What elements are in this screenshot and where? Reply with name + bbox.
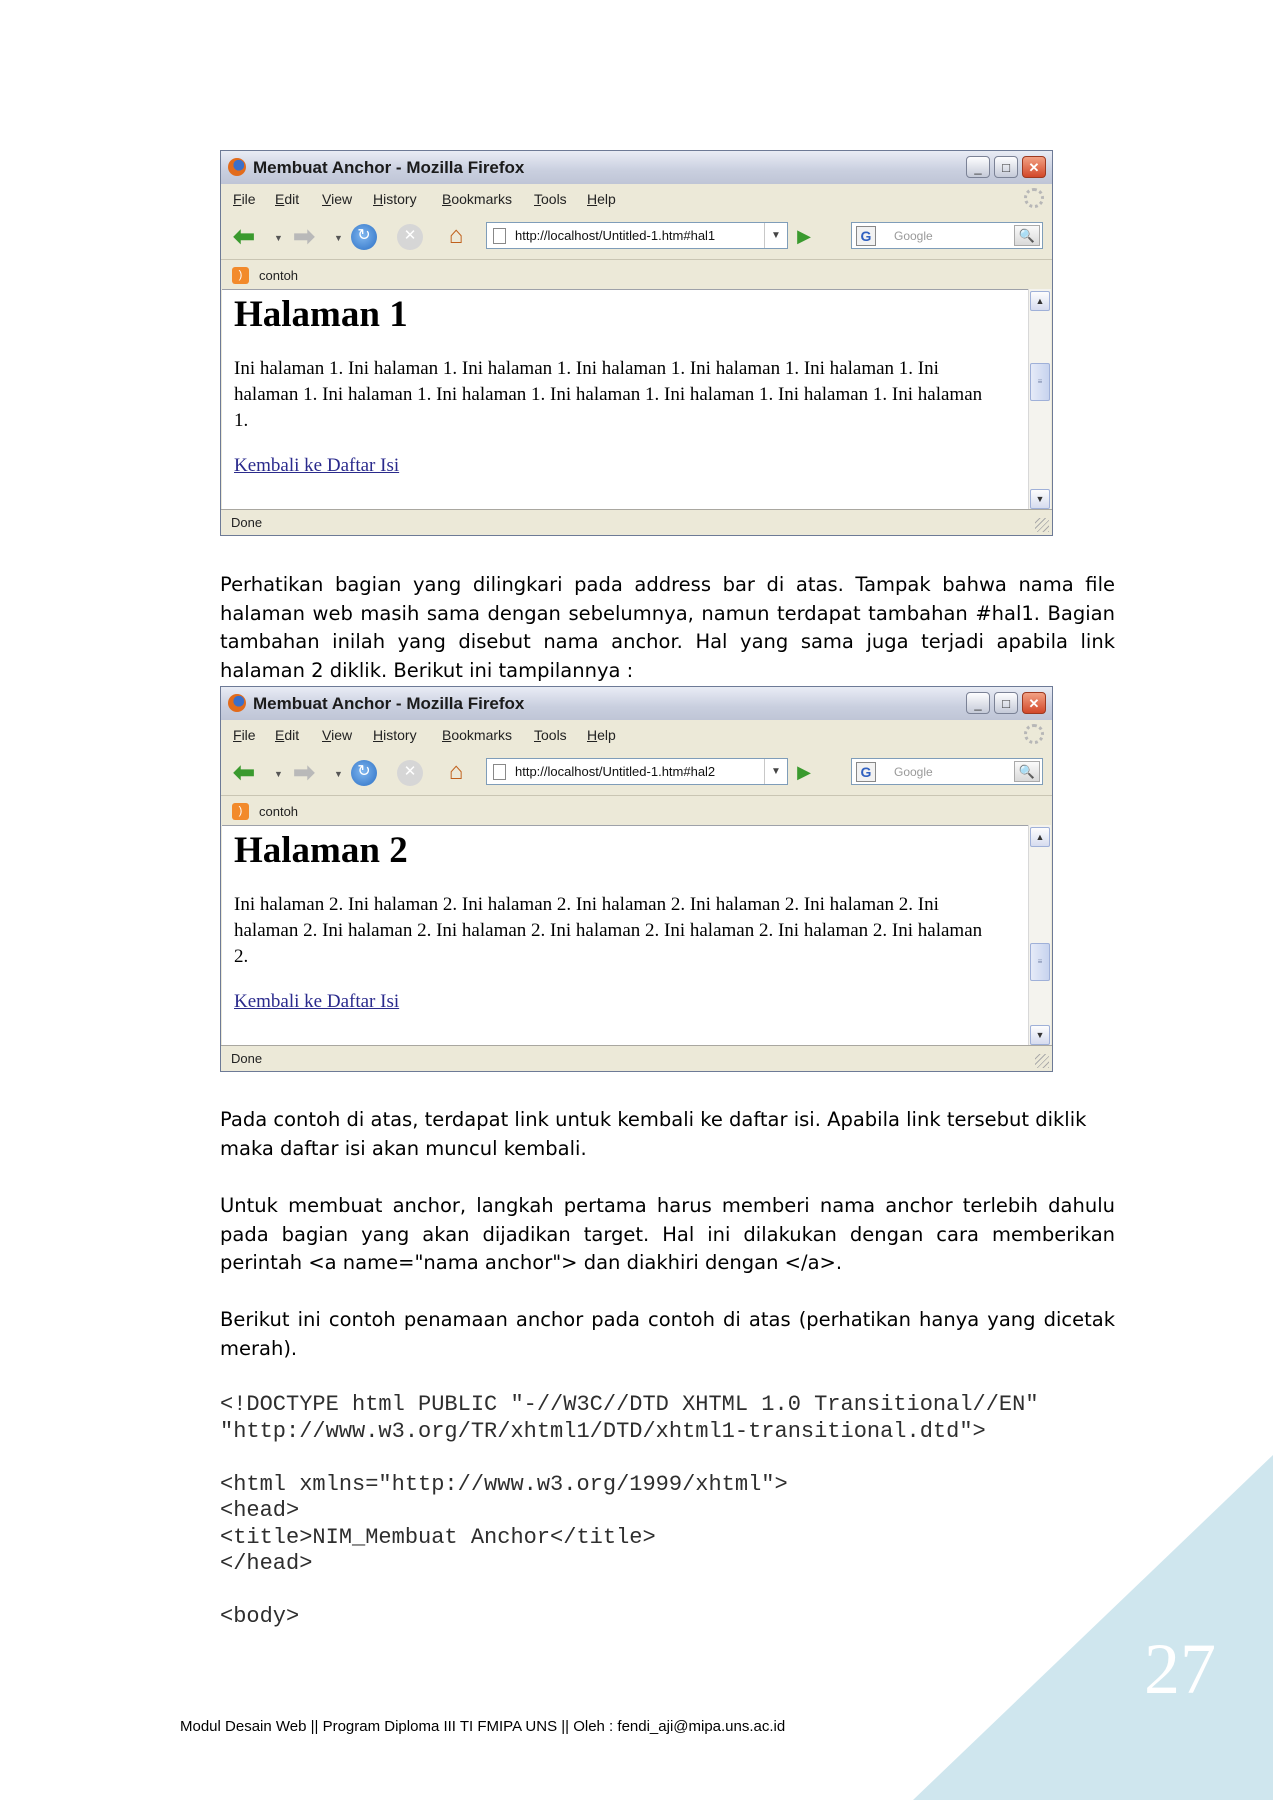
reload-icon[interactable]: ↻ — [351, 224, 377, 250]
page-icon — [493, 764, 506, 780]
paragraph-4 — [220, 1306, 1115, 1363]
body-line: Ini halaman 2. Ini halaman 2. Ini halaman 2. Ini halaman 2. Ini halaman 2. Ini halaman 2. Ini — [234, 894, 939, 915]
url-text: http://localhost/Untitled-1.htm#hal2 — [515, 764, 716, 779]
paragraph-line: Perhatikan bagian yang dilingkari pada address bar di atas. Tampak bahwa nama file — [220, 573, 1115, 596]
paragraph-line: Untuk membuat anchor, langkah pertama harus memberi nama anchor terlebih dahulu — [220, 1194, 1115, 1217]
forward-dropdown-icon[interactable]: ▼ — [334, 769, 343, 779]
code-line — [220, 1578, 1039, 1605]
address-bar[interactable] — [486, 222, 788, 249]
throbber-icon — [1024, 724, 1044, 744]
bookmark-item[interactable]: contoh — [259, 268, 299, 283]
page-content — [222, 289, 1028, 512]
code-line: <!DOCTYPE html PUBLIC "-//W3C//DTD XHTML 1.0 Transitional//EN" — [220, 1392, 1039, 1417]
body-line: 1. — [234, 410, 249, 431]
paragraph-line: Pada contoh di atas, terdapat link untuk kembali ke daftar isi. Apabila link tersebut diklik — [220, 1108, 1087, 1131]
resize-grip-icon[interactable] — [1035, 1054, 1049, 1068]
paragraph-1 — [220, 571, 1115, 685]
forward-dropdown-icon[interactable]: ▼ — [334, 233, 343, 243]
bookmark-item[interactable]: contoh — [259, 804, 299, 819]
maximize-button[interactable]: □ — [994, 692, 1018, 714]
bookmarks-toolbar — [221, 259, 1052, 290]
menu-view[interactable]: View — [322, 191, 353, 207]
resize-grip-icon[interactable] — [1035, 518, 1049, 532]
status-text: Done — [231, 515, 263, 530]
page-icon — [493, 228, 506, 244]
menu-bookmarks[interactable]: Bookmarks — [442, 727, 513, 743]
maximize-button[interactable]: □ — [994, 156, 1018, 178]
paragraph-line: merah). — [220, 1336, 298, 1360]
menu-edit[interactable]: Edit — [275, 727, 300, 743]
scroll-thumb[interactable]: ≡ — [1030, 943, 1050, 981]
close-button[interactable]: ✕ — [1022, 156, 1046, 178]
paragraph-line: Berikut ini contoh penamaan anchor pada contoh di atas (perhatikan hanya yang dicetak — [220, 1308, 1115, 1331]
menu-bookmarks[interactable]: Bookmarks — [442, 191, 513, 207]
back-dropdown-icon[interactable]: ▼ — [274, 233, 283, 243]
code-line: <body> — [220, 1604, 300, 1629]
paragraph-line: halaman 2 diklik. Berikut ini tampilannya : — [220, 658, 634, 682]
back-arrow-icon[interactable]: ⬅ — [233, 757, 255, 787]
body-line: halaman 1. Ini halaman 1. Ini halaman 1. Ini halaman 1. Ini halaman 1. Ini halaman 1. Ini halaman — [234, 384, 983, 405]
footer-text: Modul Desain Web || Program Diploma III TI FMIPA UNS || Oleh : fendi_aji@mipa.uns.ac.id — [180, 1718, 786, 1735]
magnifier-icon[interactable]: 🔍 — [1014, 225, 1040, 246]
paragraph-line: tambahan inilah yang disebut nama anchor. Hal yang sama juga terjadi apabila link — [220, 630, 1115, 654]
back-dropdown-icon[interactable]: ▼ — [274, 769, 283, 779]
google-engine-icon[interactable]: G — [856, 226, 876, 246]
rss-feed-icon: ) — [232, 267, 249, 284]
page-heading: Halaman 2 — [234, 830, 408, 871]
go-arrow-icon[interactable]: ▶ — [797, 762, 811, 782]
go-arrow-icon[interactable]: ▶ — [797, 226, 811, 246]
code-line: <head> — [220, 1498, 300, 1523]
minimize-button[interactable]: _ — [966, 692, 990, 714]
paragraph-line: perintah <a name="nama anchor"> dan diakhiri dengan </a>. — [220, 1251, 843, 1275]
code-line: <title>NIM_Membuat Anchor</title> — [220, 1524, 656, 1550]
back-arrow-icon[interactable]: ⬅ — [233, 221, 255, 251]
scroll-up-icon[interactable]: ▲ — [1030, 291, 1050, 311]
close-button[interactable]: ✕ — [1022, 692, 1046, 714]
paragraph-2 — [220, 1106, 1115, 1163]
stop-icon[interactable]: ✕ — [397, 224, 423, 250]
bookmarks-toolbar — [221, 795, 1052, 826]
navigation-toolbar — [221, 214, 1052, 259]
code-line: "http://www.w3.org/TR/xhtml1/DTD/xhtml1-transitional.dtd"> — [220, 1418, 986, 1444]
code-line: <html xmlns="http://www.w3.org/1999/xhtml"> — [220, 1471, 788, 1497]
title-bar — [221, 687, 1052, 721]
code-line — [220, 1445, 1039, 1472]
google-engine-icon[interactable]: G — [856, 762, 876, 782]
menu-view[interactable]: View — [322, 727, 353, 743]
search-box[interactable] — [851, 222, 1043, 249]
firefox-logo-icon — [228, 158, 246, 176]
title-bar — [221, 151, 1052, 185]
body-line: Ini halaman 1. Ini halaman 1. Ini halaman 1. Ini halaman 1. Ini halaman 1. Ini halaman 1. Ini — [234, 358, 939, 379]
forward-arrow-icon[interactable]: ➡ — [293, 757, 315, 787]
page-heading: Halaman 1 — [234, 294, 408, 335]
status-bar — [221, 509, 1052, 535]
firefox-window-1 — [220, 150, 1053, 536]
paragraph-line: pada bagian yang akan dijadikan target. Hal ini dilakukan dengan cara memberikan — [220, 1222, 1115, 1246]
search-box[interactable] — [851, 758, 1043, 785]
body-line: halaman 2. Ini halaman 2. Ini halaman 2. Ini halaman 2. Ini halaman 2. Ini halaman 2. Ini halaman — [234, 920, 983, 941]
minimize-button[interactable]: _ — [966, 156, 990, 178]
scroll-thumb[interactable]: ≡ — [1030, 363, 1050, 401]
scroll-down-icon[interactable]: ▼ — [1030, 1025, 1050, 1045]
reload-icon[interactable]: ↻ — [351, 760, 377, 786]
firefox-logo-icon — [228, 694, 246, 712]
forward-arrow-icon[interactable]: ➡ — [293, 221, 315, 251]
navigation-toolbar — [221, 750, 1052, 795]
back-to-toc-link[interactable]: Kembali ke Daftar Isi — [234, 455, 400, 476]
menu-help[interactable]: Help — [587, 191, 616, 207]
paragraph-line: maka daftar isi akan muncul kembali. — [220, 1136, 587, 1160]
menu-history[interactable]: History — [373, 191, 417, 207]
menu-help[interactable]: Help — [587, 727, 616, 743]
stop-icon[interactable]: ✕ — [397, 760, 423, 786]
magnifier-icon[interactable]: 🔍 — [1014, 761, 1040, 782]
menu-bar — [221, 184, 1052, 214]
menu-tools[interactable]: Tools — [534, 191, 567, 207]
rss-feed-icon: ) — [232, 803, 249, 820]
menu-history[interactable]: History — [373, 727, 417, 743]
window-title: Membuat Anchor - Mozilla Firefox — [253, 694, 525, 713]
vertical-scrollbar[interactable] — [1028, 289, 1051, 511]
paragraph-line: halaman web masih sama dengan sebelumnya, namun terdapat tambahan #hal1. Bagian — [220, 601, 1115, 625]
home-icon[interactable]: ⌂ — [448, 222, 464, 249]
url-text: http://localhost/Untitled-1.htm#hal1 — [515, 228, 716, 243]
address-bar[interactable] — [486, 758, 788, 785]
status-bar — [221, 1045, 1052, 1071]
search-placeholder: Google — [894, 229, 933, 243]
menu-file[interactable]: File — [233, 727, 256, 743]
throbber-icon — [1024, 188, 1044, 208]
menu-bar — [221, 720, 1052, 750]
page-number: 27 — [1144, 1629, 1216, 1709]
code-line: </head> — [220, 1551, 313, 1576]
scroll-up-icon[interactable]: ▲ — [1030, 827, 1050, 847]
menu-edit[interactable]: Edit — [275, 191, 300, 207]
back-to-toc-link[interactable]: Kembali ke Daftar Isi — [234, 991, 400, 1012]
vertical-scrollbar[interactable] — [1028, 825, 1051, 1047]
code-block — [220, 1392, 1039, 1631]
paragraph-3 — [220, 1192, 1115, 1278]
body-line: 2. — [234, 946, 249, 967]
window-title: Membuat Anchor - Mozilla Firefox — [253, 158, 525, 177]
url-dropdown-icon[interactable]: ▼ — [764, 223, 787, 248]
firefox-window-2 — [220, 686, 1053, 1072]
search-placeholder: Google — [894, 765, 933, 779]
home-icon[interactable]: ⌂ — [448, 758, 464, 785]
url-dropdown-icon[interactable]: ▼ — [764, 759, 787, 784]
status-text: Done — [231, 1051, 263, 1066]
scroll-down-icon[interactable]: ▼ — [1030, 489, 1050, 509]
page-content — [222, 825, 1028, 1048]
menu-tools[interactable]: Tools — [534, 727, 567, 743]
menu-file[interactable]: File — [233, 191, 256, 207]
